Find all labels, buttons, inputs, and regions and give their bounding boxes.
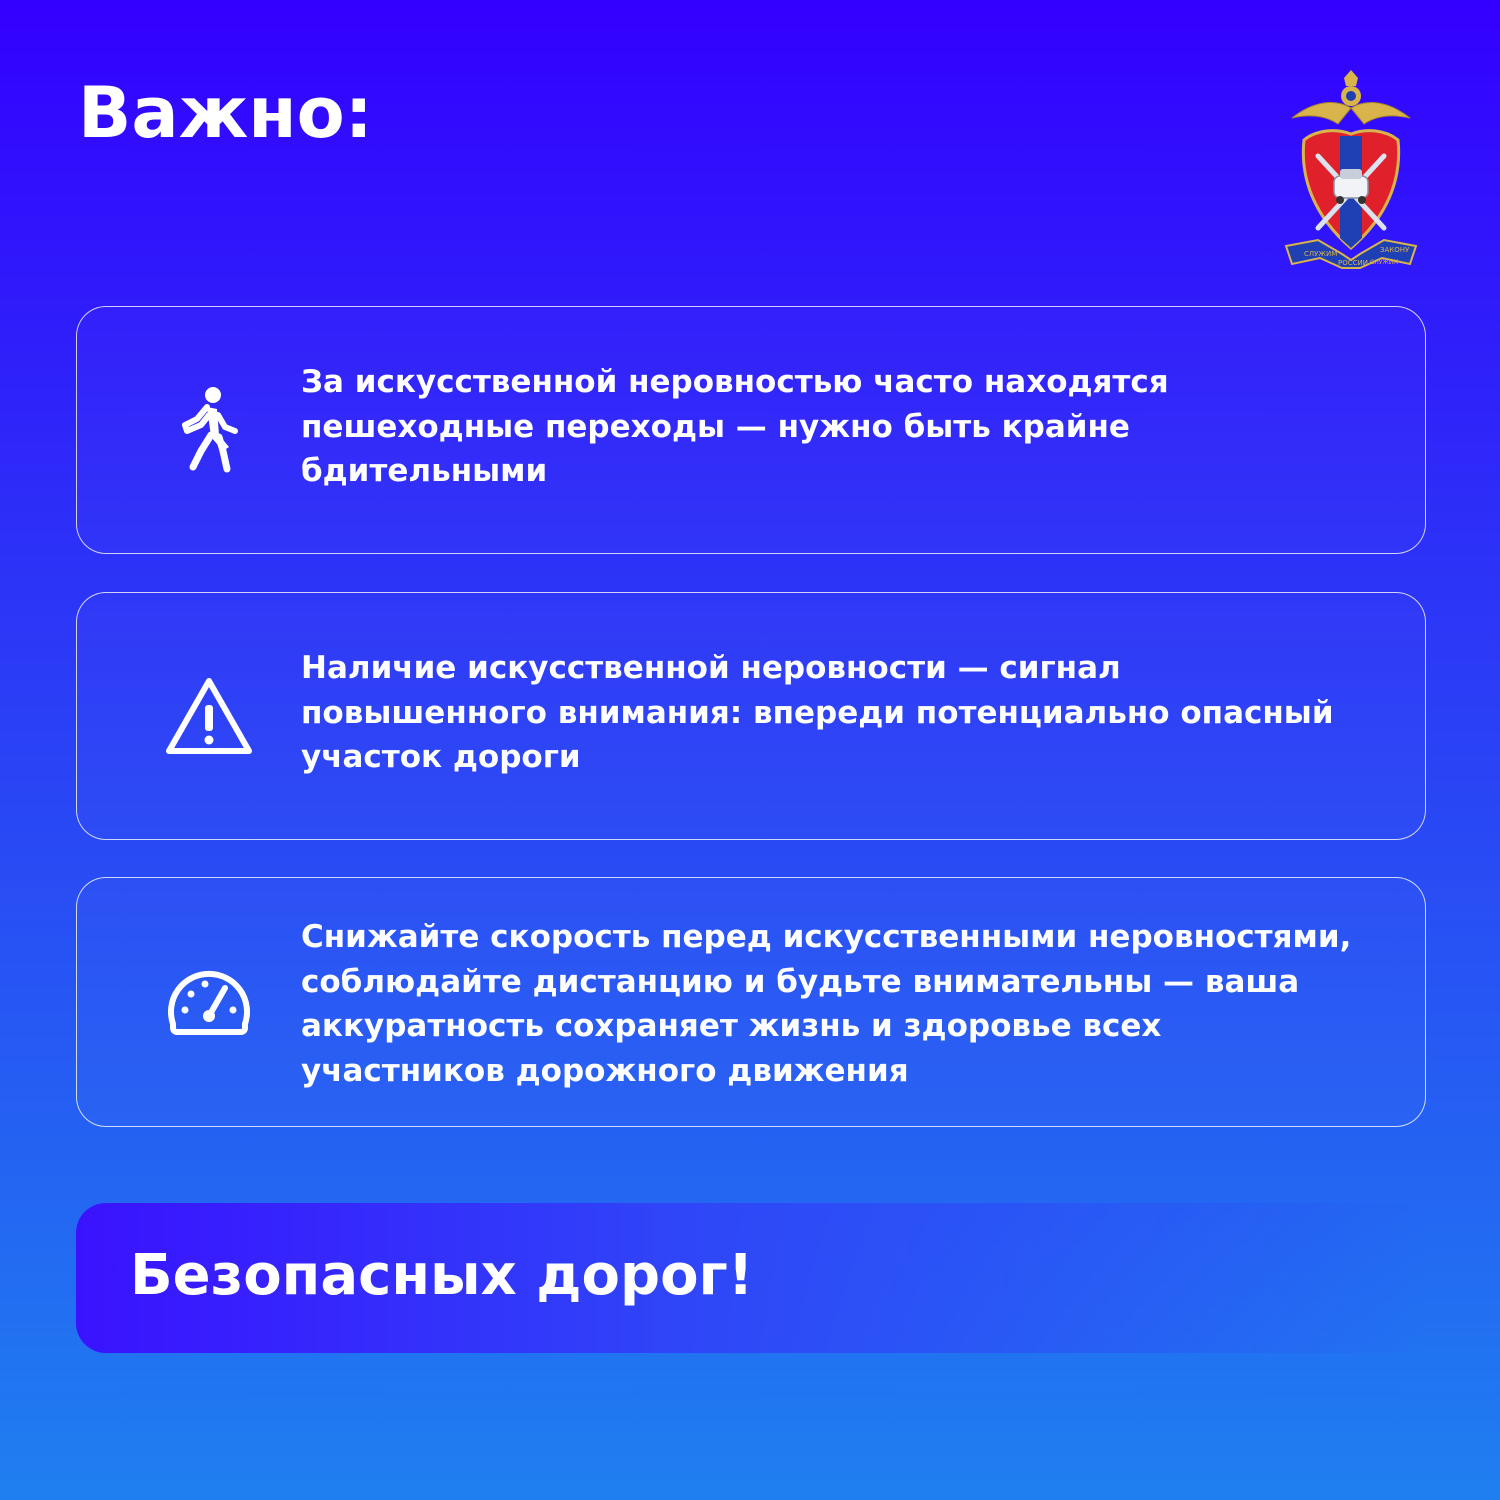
emblem-ribbon-left: СЛУЖИМ bbox=[1304, 250, 1338, 258]
emblem-ribbon-right-bottom: СЛУЖИМ bbox=[1370, 259, 1399, 266]
banner-text: Безопасных дорог! bbox=[130, 1243, 754, 1308]
card-text-warning: Наличие искусственной неровности — сигнал повышенного внимания: впереди потенциально опасный участок дороги bbox=[301, 650, 1334, 775]
closing-banner bbox=[76, 1203, 1426, 1353]
card-text-speed: Снижайте скорость перед искусственными неровностями, соблюдайте дистанцию и будьте внимательны — ваша аккуратность сохраняет жизнь и здоровье всех участников дорожного движения bbox=[301, 919, 1352, 1089]
speedometer-icon bbox=[163, 958, 255, 1050]
traffic-police-emblem bbox=[1282, 68, 1420, 278]
page-title: Важно: bbox=[78, 72, 373, 154]
pedestrian-icon bbox=[163, 385, 255, 477]
warning-triangle-icon bbox=[163, 673, 255, 765]
info-card-pedestrian bbox=[76, 306, 1426, 554]
card-text-pedestrian: За искусственной неровностью часто находятся пешеходные переходы — нужно быть крайне бдительными bbox=[301, 364, 1169, 489]
emblem-ribbon-right: ЗАКОНУ bbox=[1380, 246, 1410, 254]
info-card-speed bbox=[76, 877, 1426, 1127]
info-card-warning bbox=[76, 592, 1426, 840]
emblem-ribbon-center: РОССИИ bbox=[1338, 259, 1368, 267]
emblem-icon bbox=[1282, 68, 1420, 278]
